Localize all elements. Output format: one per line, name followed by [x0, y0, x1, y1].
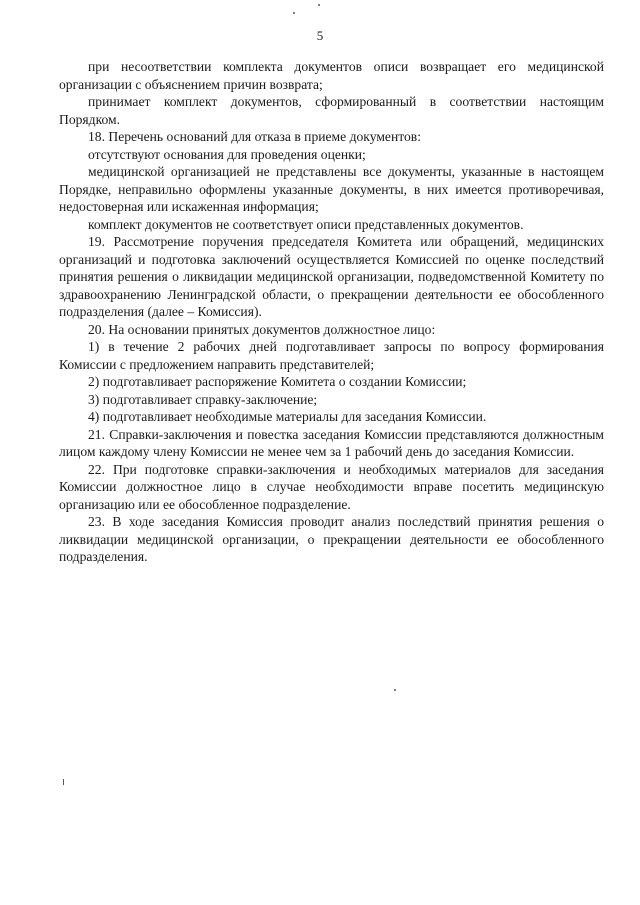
scan-speck: [394, 689, 396, 691]
page-number: 5: [316, 28, 324, 43]
paragraph-18-item-1: отсутствуют основания для проведения оценки;: [88, 146, 366, 162]
paragraph-20-item-2: 2) подготавливает распоряжение Комитета о создании Комиссии;: [88, 374, 467, 389]
document-body: [59, 58, 604, 566]
paragraph-18-item-2: медицинской организацией не представлены все документы, указанные в настоящем Порядке, неправильно оформлены указанные документы, в них имеется противоречивая, недостоверная или искаженная информация;: [59, 164, 604, 214]
scan-speck: [318, 4, 320, 6]
paragraph-accept-docs: принимает комплект документов, сформированный в соответствии настоящим Порядком.: [59, 94, 604, 127]
scan-speck: [293, 12, 295, 14]
paragraph-20-item-3: 3) подготавливает справку-заключение;: [88, 391, 318, 407]
scan-speck: [63, 779, 64, 785]
paragraph-20-item-4: 4) подготавливает необходимые материалы для заседания Комиссии.: [88, 409, 487, 424]
paragraph-18-heading: 18. Перечень оснований для отказа в приеме документов:: [88, 129, 421, 144]
paragraph-20-heading: 20. На основании принятых документов должностное лицо:: [88, 321, 436, 337]
paragraph-return-docs: при несоответствии комплекта документов описи возвращает его медицинской организации с объяснением причин возврата;: [59, 59, 604, 92]
paragraph-20-item-1: 1) в течение 2 рабочих дней подготавливает запросы по вопросу формирования Комиссии с предложением направить представителей;: [59, 339, 604, 372]
paragraph-23: 23. В ходе заседания Комиссия проводит анализ последствий принятия решения о ликвидации медицинской организации, о прекращении деятельности ее обособленного подразделения.: [59, 514, 604, 564]
paragraph-19: 19. Рассмотрение поручения председателя Комитета или обращений, медицинских организаций и подготовка заключений осуществляется Комиссией по оценке последствий принятия решения о ликвидации медицинской организации, подведомственной Комитету по здравоохранению Ленинградской области, о прекращении деятельности ее обособленного подразделения (далее – Комиссия).: [59, 234, 604, 319]
paragraph-22: 22. При подготовке справки-заключения и необходимых материалов для заседания Комиссии должностное лицо в случае необходимости вправе посетить медицинскую организацию или ее обособленное подразделение.: [59, 461, 604, 512]
paragraph-18-item-3: комплект документов не соответствует описи представленных документов.: [88, 216, 524, 232]
paragraph-21: 21. Справки-заключения и повестка заседания Комиссии представляются должностным лицом каждому члену Комиссии не менее чем за 1 рабочий день до заседания Комиссии.: [59, 426, 604, 459]
